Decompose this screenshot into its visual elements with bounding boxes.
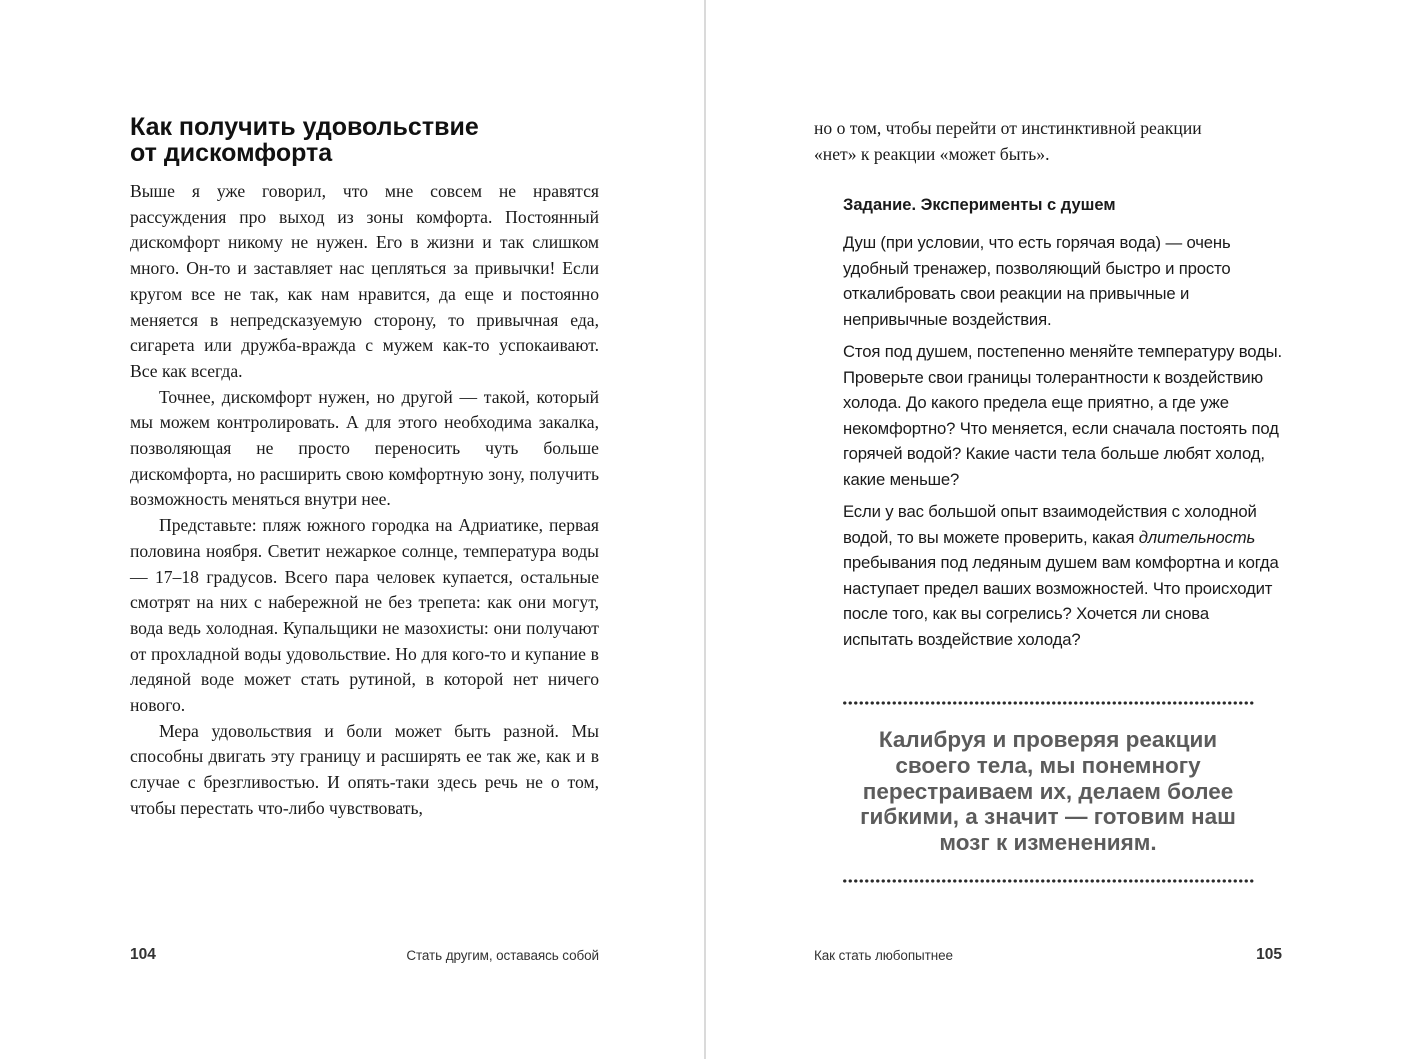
exercise-title: Задание. Эксперименты с душем: [843, 196, 1116, 214]
left-page: [130, 0, 599, 1059]
right-running-head: Как стать любопытнее: [814, 948, 953, 963]
continuation-line-1: но о том, чтобы перейти от инстинктивной реакции: [814, 118, 1202, 138]
exercise-paragraph-3-end: пребывания под ледяным душем вам комфортна и когда наступает предел ваших возможностей. Что происходит после того, как вы согрелись? Хочется ли снова испытать воздействие холода?: [843, 553, 1279, 649]
pull-quote-line-4: гибкими, а значит — готовим наш: [860, 804, 1236, 830]
heading-line-2: от дискомфорта: [130, 139, 333, 167]
body-paragraph-1: Выше я уже говорил, что мне совсем не нравятся рассуждения про выход из зоны комфорта. Постоянный дискомфорт никому не нужен. Его в жизни и так слишком много. Он-то и заставляет нас цепляться за привычки! Если кругом все не так, как нам нравится, да еще и постоянно меняется в непредсказуемую сторону, то привычная еда, сигарета или дружба-вражда с мужем как-то успокаивают. Все как всегда.: [130, 181, 599, 381]
left-body-text: [130, 179, 599, 822]
pull-quote-line-3: перестраиваем их, делаем более: [862, 778, 1234, 804]
chapter-section-heading: [130, 114, 599, 166]
body-paragraph-2: Точнее, дискомфорт нужен, но другой — такой, который мы можем контролировать. А для этого необходима закалка, позволяющая не просто переносить чуть больше дискомфорта, но расширить свою комфортную зону, получить возможность меняться внутри нее.: [130, 386, 599, 510]
heading-line-1: Как получить удовольствие: [130, 113, 479, 141]
right-page: [814, 0, 1284, 1059]
exercise-emphasis-word: длительность: [1138, 527, 1256, 547]
dotted-divider-bottom: [842, 878, 1254, 884]
continuation-line-2: «нет» к реакции «может быть».: [814, 143, 1050, 164]
left-page-number: 104: [130, 946, 156, 963]
dotted-divider-top: [842, 700, 1254, 706]
left-running-head: Стать другим, оставаясь собой: [406, 948, 599, 963]
pull-quote-line-5: мозг к изменениям.: [939, 830, 1157, 856]
pull-quote: [842, 727, 1254, 856]
exercise-paragraph-3: [843, 499, 1283, 652]
body-paragraph-4: Мера удовольствия и боли может быть разной. Мы способны двигать эту границу и расширять ее так же, как и в случае с брезгливостью. И опять-таки здесь речь не о том, чтобы перестать что-либо чувствовать,: [130, 720, 599, 818]
exercise-paragraph-2: Стоя под душем, постепенно меняйте температуру воды. Проверьте свои границы толерантности к воздействию холода. До какого предела еще приятно, а где уже некомфортно? Что меняется, если сначала постоять под горячей водой? Какие части тела больше любят холод, какие меньше?: [843, 342, 1282, 489]
pull-quote-line-1: Калибруя и проверяя реакции: [878, 727, 1218, 752]
pull-quote-line-2: своего тела, мы понемногу: [895, 752, 1201, 778]
book-gutter-fold: [704, 0, 706, 1059]
exercise-box: [843, 194, 1283, 659]
right-page-number: 105: [1256, 946, 1282, 963]
continuation-text: [814, 116, 1284, 167]
body-paragraph-3: Представьте: пляж южного городка на Адриатике, первая половина ноября. Светит нежаркое солнце, температура воды — 17–18 градусов. Всего пара человек купается, остальные смотрят на них с набережной не без трепета: как они могут, вода ведь холодная. Купальщики не мазохисты: они получают от прохладной воды удовольствие. Но для кого-то и купание в ледяной воде может стать рутиной, в которой нет ничего нового.: [130, 515, 599, 716]
exercise-paragraph-1: Душ (при условии, что есть горячая вода) — очень удобный тренажер, позволяющий быстро и просто откалибровать свои реакции на привычные и непривычные воздействия.: [843, 233, 1231, 329]
exercise-paragraph-3-start: Если у вас большой опыт взаимодействия с холодной водой, то вы можете проверить, какая: [843, 502, 1257, 547]
